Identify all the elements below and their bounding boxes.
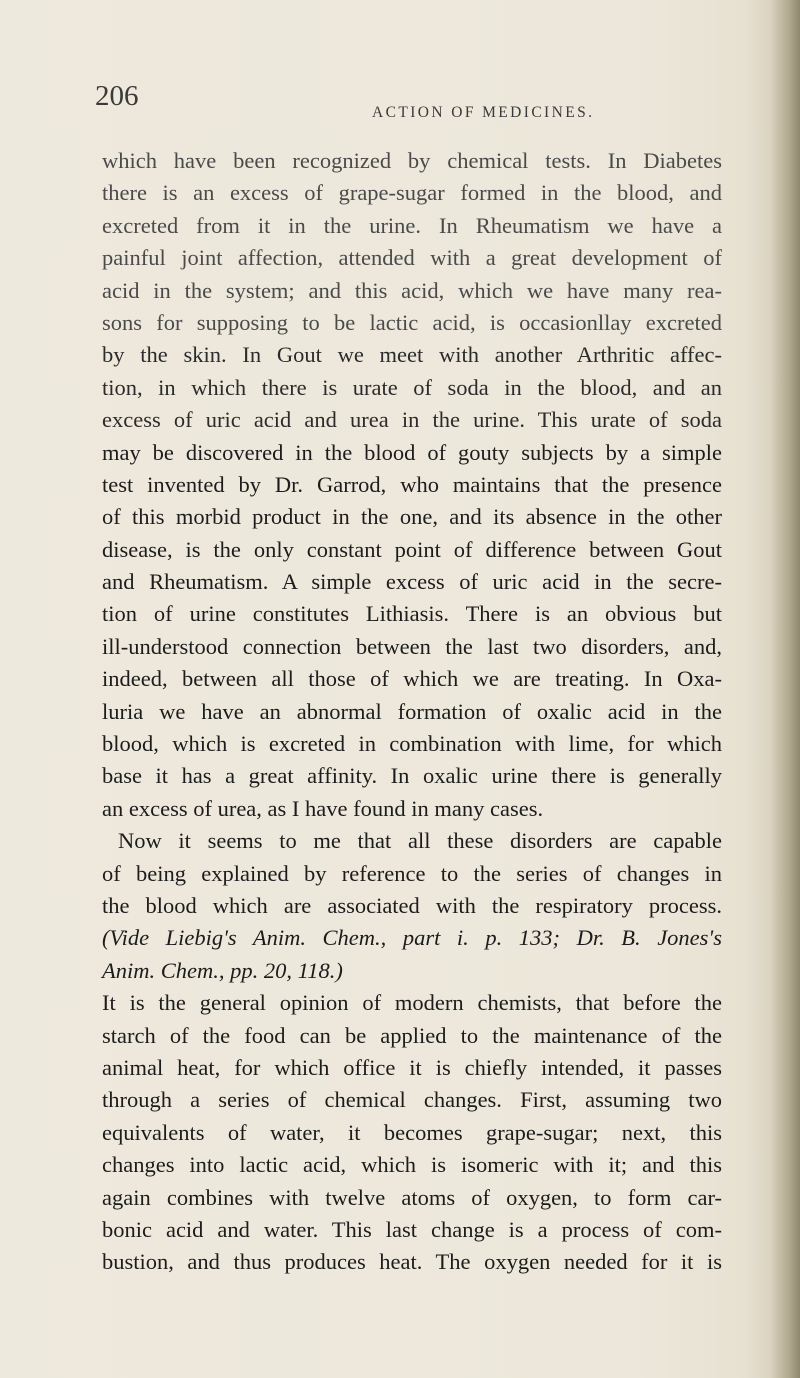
- text-line: Now it seems to me that all these disorders are capable: [118, 828, 722, 854]
- text-line: the blood which are associated with the respiratory process.: [102, 892, 722, 918]
- text-line: again combines with twelve atoms of oxygen, to form car-: [102, 1184, 722, 1210]
- text-line: painful joint affection, attended with a great development of: [102, 245, 722, 271]
- text-line: which have been recognized by chemical tests. In Diabetes: [102, 148, 722, 173]
- text-line: through a series of chemical changes. First, assuming two: [102, 1087, 722, 1113]
- text-line: an excess of urea, as I have found in many cases.: [102, 795, 544, 821]
- text-line: indeed, between all those of which we are treating. In Oxa-: [102, 666, 722, 692]
- text-line: disease, is the only constant point of difference between Gout: [102, 536, 722, 562]
- text-line: of this morbid product in the one, and its absence in the other: [102, 504, 722, 530]
- text-line: It is the general opinion of modern chemists, that before the: [102, 990, 722, 1016]
- text-line: by the skin. In Gout we meet with another Arthritic affec-: [102, 342, 722, 368]
- text-line: excreted from it in the urine. In Rheumatism we have a: [102, 212, 722, 238]
- text-line: test invented by Dr. Garrod, who maintains that the presence: [102, 471, 722, 497]
- text-line: and Rheumatism. A simple excess of uric acid in the secre-: [102, 569, 722, 595]
- text-line: base it has a great affinity. In oxalic urine there is generally: [102, 763, 722, 789]
- text-line: luria we have an abnormal formation of oxalic acid in the: [102, 698, 722, 724]
- text-line: Anim. Chem., pp. 20, 118.): [102, 957, 343, 983]
- text-line: tion of urine constitutes Lithiasis. There is an obvious but: [102, 601, 722, 627]
- text-line: there is an excess of grape-sugar formed in the blood, and: [102, 180, 722, 206]
- running-title: ACTION OF MEDICINES.: [372, 104, 595, 121]
- text-line: excess of uric acid and urea in the urine. This urate of soda: [102, 407, 722, 433]
- page-edge-shadow: [770, 0, 800, 1378]
- text-line: (Vide Liebig's Anim. Chem., part i. p. 133; Dr. B. Jones's: [102, 925, 722, 951]
- text-line: starch of the food can be applied to the maintenance of the: [102, 1022, 722, 1048]
- text-line: sons for supposing to be lactic acid, is occasionllay excreted: [102, 309, 722, 335]
- page-number: 206: [95, 80, 139, 112]
- text-line: acid in the system; and this acid, which we have many rea-: [102, 277, 722, 303]
- text-line: of being explained by reference to the series of changes in: [102, 860, 722, 886]
- text-line: bustion, and thus produces heat. The oxygen needed for it is: [102, 1249, 722, 1275]
- text-line: may be discovered in the blood of gouty subjects by a simple: [102, 439, 722, 465]
- body-text: [102, 145, 722, 1279]
- text-line: equivalents of water, it becomes grape-sugar; next, this: [102, 1119, 722, 1145]
- text-line: ill-understood connection between the last two disorders, and,: [102, 633, 722, 659]
- text-line: changes into lactic acid, which is isomeric with it; and this: [102, 1152, 722, 1178]
- text-line: bonic acid and water. This last change is a process of com-: [102, 1216, 722, 1242]
- text-line: animal heat, for which office it is chiefly intended, it passes: [102, 1054, 722, 1080]
- text-line: tion, in which there is urate of soda in the blood, and an: [102, 374, 722, 400]
- text-line: blood, which is excreted in combination with lime, for which: [102, 731, 722, 757]
